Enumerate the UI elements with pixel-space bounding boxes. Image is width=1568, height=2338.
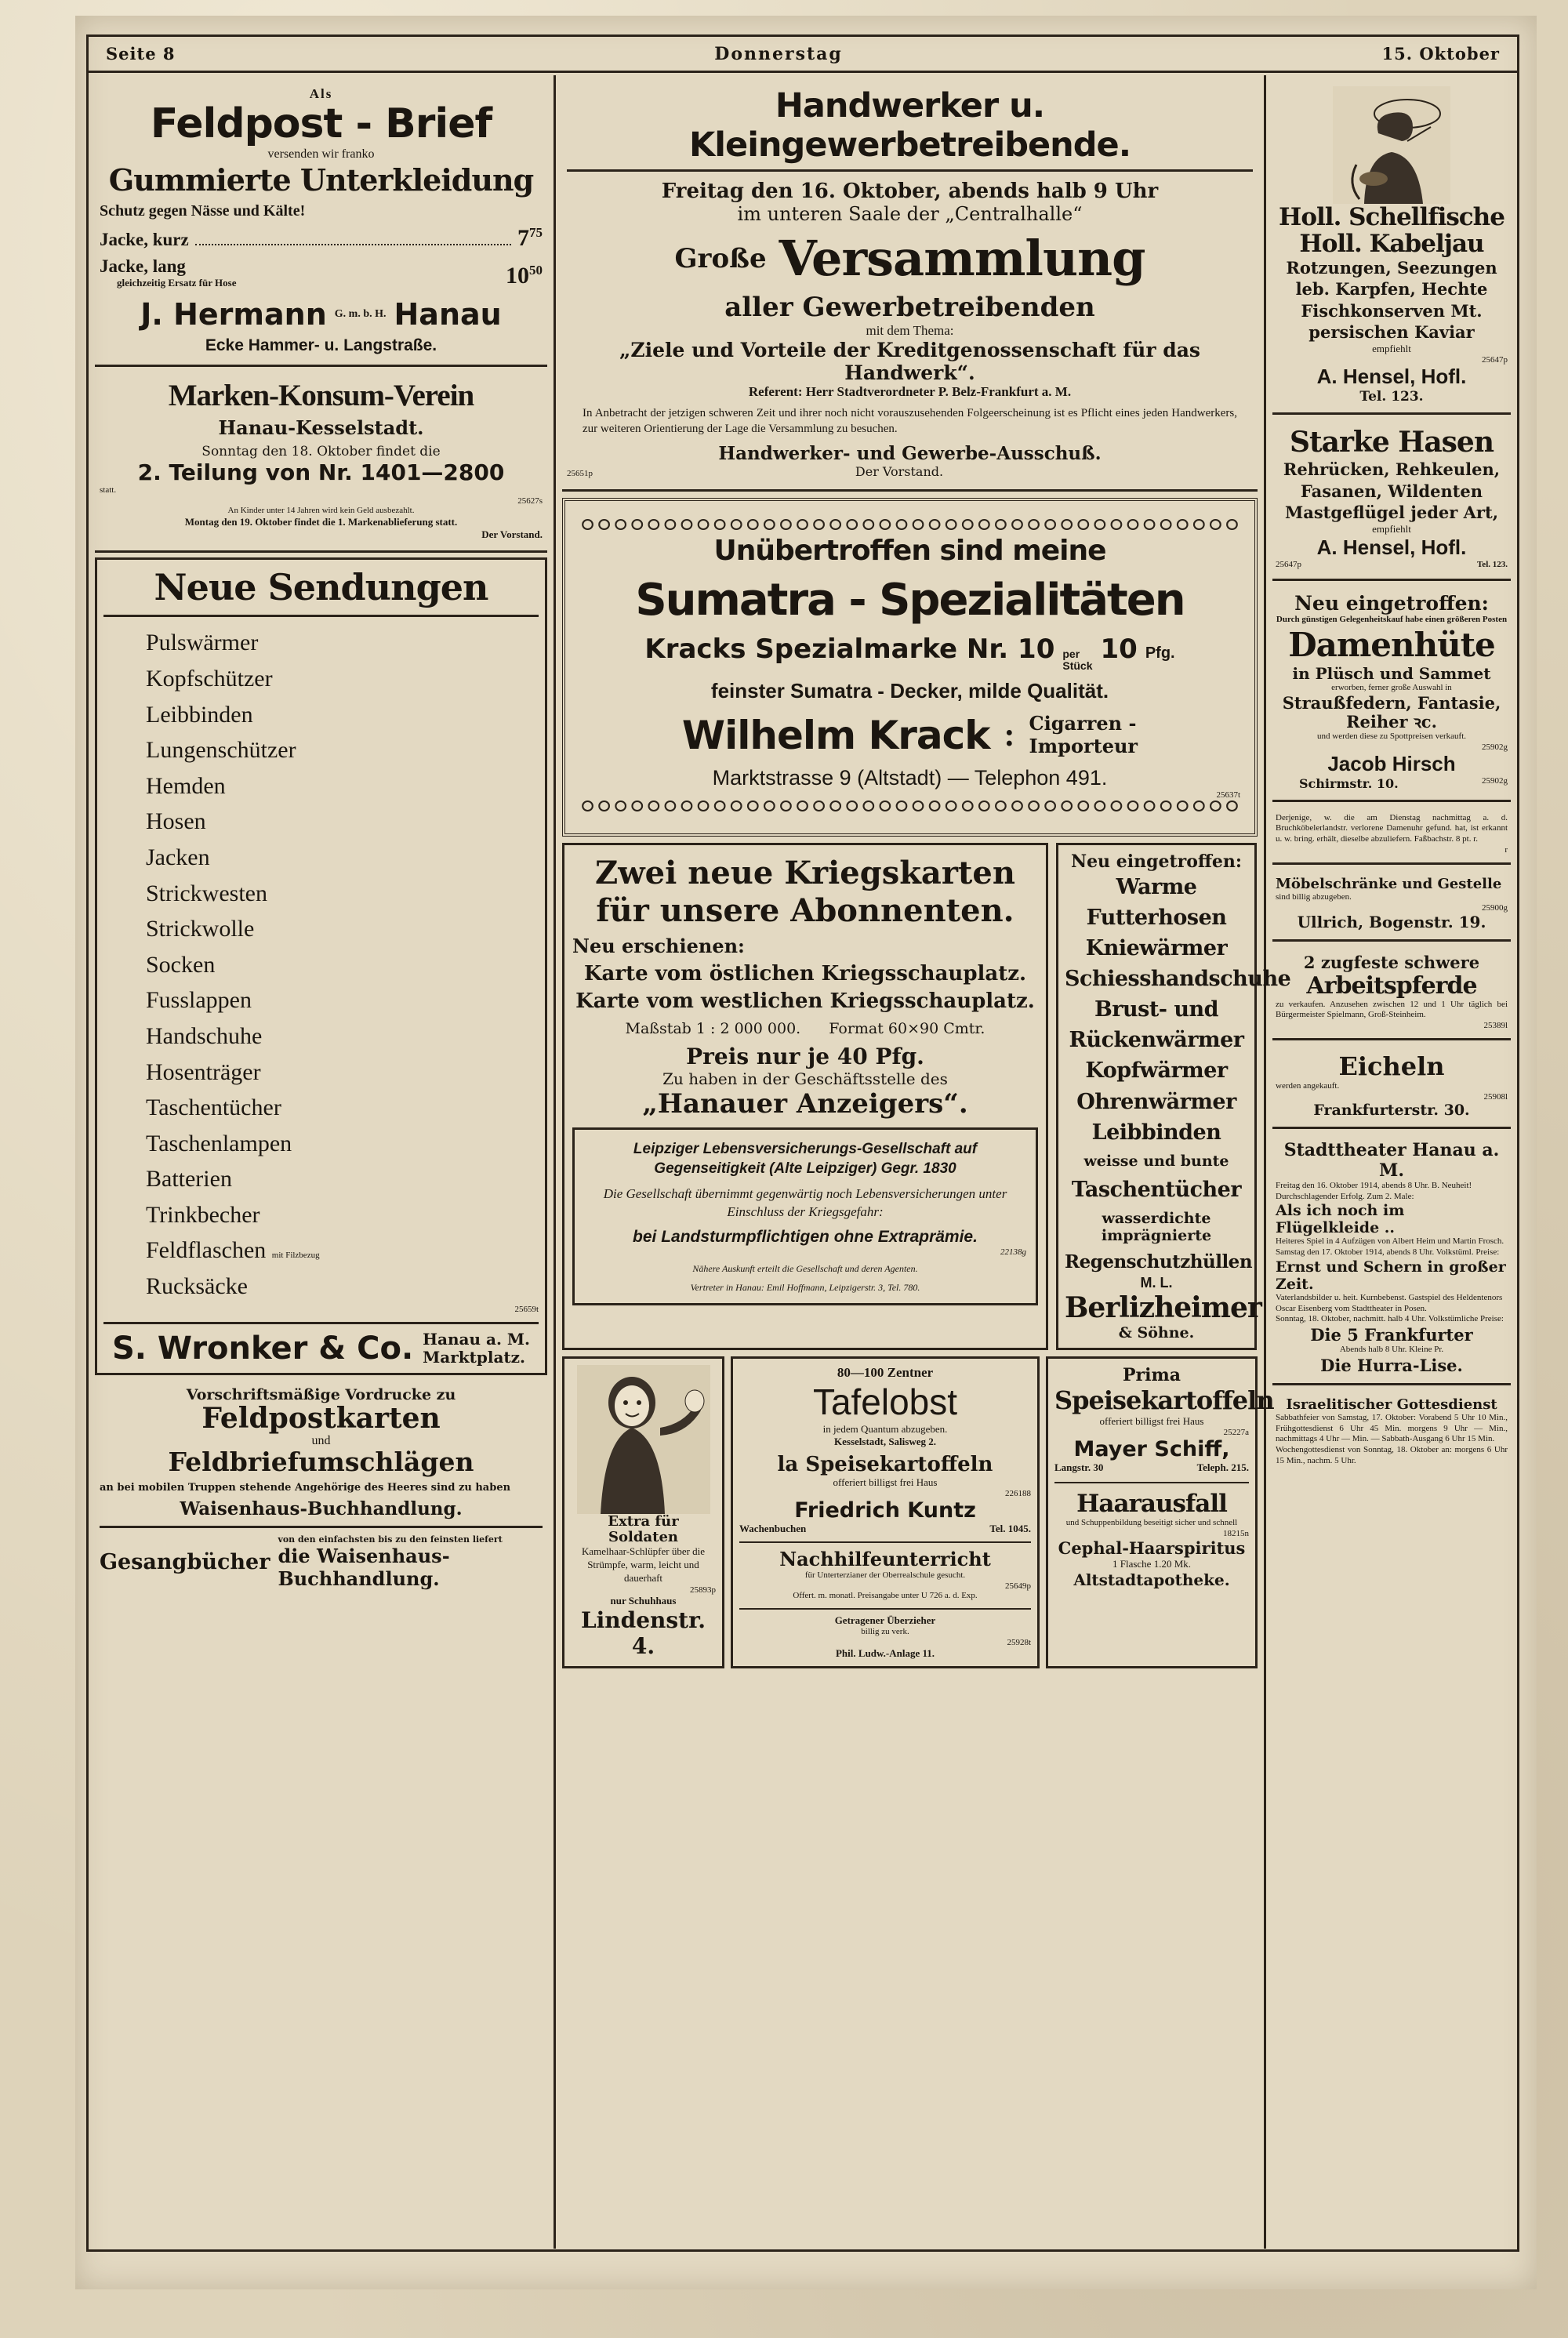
- kartoffeln-ref: 25227a: [1223, 1428, 1249, 1438]
- haarausfall-title: Haarausfall: [1054, 1482, 1249, 1518]
- kamel-extra: Extra für Soldaten: [608, 1513, 679, 1546]
- hensel-tel: Tel. 123.: [1359, 389, 1424, 405]
- kartoffeln-addr: Langstr. 30: [1054, 1461, 1104, 1474]
- kriegskarten-title1: Zwei neue Kriegskarten: [595, 854, 1015, 891]
- tafelobst-ref: 226188: [1005, 1489, 1031, 1499]
- ad-waisenhaus: [95, 1380, 547, 1600]
- item-jacke-lang: Jacke, lang: [100, 256, 186, 276]
- wronker-ref: 25659t: [514, 1304, 539, 1314]
- hermann-gmbh: G. m. b. H.: [334, 307, 387, 320]
- konsum-line5: Montag den 19. Oktober findet die 1. Markenablieferung statt.: [184, 516, 458, 528]
- ueberzieher-desc: billig zu verk.: [861, 1626, 909, 1636]
- hasen-empfiehlt: empfiehlt: [1372, 523, 1411, 535]
- ad-arbeitspferde: [1272, 946, 1511, 1041]
- theater-line: Sonntag, 18. Oktober, nachmitt. halb 4 Uhr. Volkstümliche Preise:: [1276, 1314, 1504, 1324]
- ad-hensel-fisch: [1272, 80, 1511, 415]
- gesangbuecher-shop: die Waisenhaus-Buchhandlung.: [278, 1545, 450, 1591]
- kriegskarten-neu: Neu erschienen:: [572, 934, 745, 957]
- hermann-address: Ecke Hammer- u. Langstraße.: [205, 336, 437, 354]
- price-jacke-lang: $10^{50}$: [506, 262, 543, 289]
- chain-border-icon-bottom: [579, 800, 1240, 812]
- hasen-ref: 25647p: [1276, 560, 1301, 570]
- list-item: Fusslappen: [146, 987, 252, 1014]
- list-item: Lungenschützer: [146, 737, 296, 764]
- tafelobst-title: Tafelobst: [812, 1381, 958, 1423]
- haarausfall-desc: und Schuppenbildung beseitigt sicher und schnell: [1065, 1518, 1238, 1528]
- column-right: [1266, 75, 1517, 2249]
- leipziger-title: Leipziger Lebensversicherungs-Gesellschaft auf Gegenseitigkeit (Alte Leipziger) Gegr. 1830: [633, 1140, 978, 1178]
- wronker-place: Marktplatz.: [423, 1347, 525, 1367]
- krack-sumatra: Sumatra - Spezialitäten: [635, 574, 1185, 626]
- ad-leipziger-lebensversicherung: [572, 1127, 1038, 1306]
- berlizheimer-item: Warme Futterhosen: [1086, 874, 1227, 930]
- advertiser-hermann: [100, 297, 543, 332]
- hensel-name: A. Hensel, Hofl.: [1316, 365, 1467, 389]
- leipziger-vertreter: Vertreter in Hanau: Emil Hoffmann, Leipzigerstr. 3, Tel. 780.: [690, 1281, 920, 1293]
- feldpost-unterkleidung: Unterkleidung: [299, 162, 534, 198]
- list-item: Feldflaschen mit Filzbezug: [146, 1237, 320, 1264]
- list-item: Trinkbecher: [146, 1201, 260, 1228]
- versammlung-place: im unteren Saale der „Centralhalle“: [737, 203, 1083, 225]
- ad-berlizheimer: [1056, 843, 1291, 1351]
- columns: [89, 75, 1517, 2249]
- nachhilfe-offer: Offert. m. monatl. Preisangabe unter U 726 a. d. Exp.: [793, 1591, 978, 1601]
- hasen-name: A. Hensel, Hofl.: [1316, 535, 1467, 560]
- pferde-sub: 2 zugfeste schwere: [1303, 952, 1480, 972]
- berlizheimer-item: Kopfwärmer: [1085, 1058, 1228, 1084]
- berlizheimer-sub4: Regenschutzhüllen: [1065, 1251, 1253, 1272]
- konsum-place: Hanau-Kesselstadt.: [218, 416, 424, 439]
- feldpost-schutz: Schutz gegen Nässe und Kälte!: [100, 201, 306, 220]
- list-item: Strickwolle: [146, 916, 255, 942]
- waisenhaus-und: und: [311, 1434, 331, 1448]
- kriegskarten-preis: Preis nur je 40 Pfg.: [686, 1043, 924, 1069]
- kartoffeln-tel: Teleph. 215.: [1196, 1461, 1249, 1474]
- krack-address: Marktstrasse 9 (Altstadt) — Telephon 491.: [712, 765, 1108, 790]
- uhr-text: Derjenige, w. die am Dienstag nachmittag a. d. Bruchköbelerlandstr. verlorene Damenuhr gefund. hat, ist erkannt u. w. bring. erhält, dieselbe abzuliefern. Faßbachstr. 8 pt. r.: [1276, 812, 1508, 844]
- eicheln-title: Eicheln: [1338, 1051, 1445, 1082]
- item-jacke-lang-note: gleichzeitig Ersatz für Hose: [117, 276, 237, 289]
- konsum-line4: An Kinder unter 14 Jahren wird kein Geld ausbezahlt.: [227, 505, 415, 515]
- kartoffeln-title: Speisekartoffeln: [1054, 1385, 1274, 1416]
- berlizheimer-item: Kniewärmer: [1085, 935, 1228, 960]
- versammlung-date: Freitag den 16. Oktober, abends halb 9 Uhr: [661, 180, 1159, 203]
- hirsch-sub: in Plüsch und Sammet: [1292, 663, 1491, 683]
- chain-border-icon: [579, 518, 1240, 531]
- krack-role1: Cigarren -: [1029, 711, 1137, 735]
- kartoffeln-offer: offeriert billigst frei Haus: [1099, 1415, 1204, 1428]
- waisenhaus-feldpostkarten: Feldpostkarten: [201, 1401, 441, 1435]
- ueberzieher-title: Getragener Überzieher: [739, 1608, 1031, 1627]
- hasen-title: Starke Hasen: [1290, 426, 1494, 459]
- krack-per: per: [1062, 647, 1080, 660]
- ad-tafelobst: [731, 1356, 1040, 1668]
- column-left: [89, 75, 556, 2249]
- ad-moebel: [1272, 869, 1511, 942]
- leipziger-note: Nähere Auskunft erteilt die Gesellschaft und deren Agenten.: [692, 1263, 918, 1275]
- list-item: Handschuhe: [146, 1022, 263, 1049]
- kamel-desc: Kamelhaar-Schlüpfer über die Strümpfe, warm, leicht und dauerhaft: [581, 1545, 706, 1584]
- kriegskarten-zuhaben: Zu haben in der Geschäftsstelle des: [662, 1069, 948, 1088]
- issue-date: 15. Oktober: [1381, 44, 1500, 64]
- konsum-line3: statt.: [100, 485, 117, 495]
- moebel-desc: sind billig abzugeben.: [1276, 891, 1352, 902]
- tafelobst-addr2: Wachenbuchen: [739, 1523, 807, 1535]
- theater-line: Freitag den 16. Oktober 1914, abends 8 Uhr. B. Neuheit! Durchschlagender Erfolg. Zum 2. Male:: [1276, 1180, 1472, 1201]
- tafelobst-kartoffeln: la Speisekartoffeln: [777, 1453, 993, 1477]
- leipziger-highlight: bei Landsturmpflichtigen ohne Extraprämie.: [633, 1227, 978, 1246]
- leipziger-ref: 22138g: [1000, 1247, 1026, 1258]
- waisenhaus-line1: Vorschriftsmäßige Vordrucke zu: [186, 1385, 456, 1403]
- uhr-ref: r: [1504, 844, 1508, 855]
- ad-versammlung: [562, 80, 1258, 492]
- list-item: Batterien: [146, 1166, 232, 1193]
- haarausfall-product: Cephal-Haarspiritus: [1058, 1538, 1246, 1559]
- krack-pfg: Pfg.: [1145, 644, 1175, 662]
- center-bottom-ads: [562, 1356, 1274, 1668]
- tafelobst-desc: in jedem Quantum abzugeben.: [822, 1423, 948, 1436]
- versammlung-thema: „Ziele und Vorteile der Kreditgenossenschaft für das Handwerk“.: [619, 339, 1200, 384]
- theater-play-2: Ernst und Schern in großer Zeit.: [1276, 1258, 1506, 1293]
- krack-marke: Kracks Spezialmarke Nr. 10: [644, 633, 1055, 665]
- ad-feldpost-brief: [95, 80, 547, 367]
- fisherman-illustration-icon: [1333, 86, 1450, 204]
- versammlung-title: Handwerker u. Kleingewerbetreibende.: [567, 86, 1253, 172]
- kamel-address: Lindenstr. 4.: [580, 1606, 706, 1659]
- kriegskarten-format: Format 60×90 Cmtr.: [829, 1019, 985, 1037]
- hermann-name: J. Hermann: [140, 296, 327, 332]
- ad-jacob-hirsch: [1272, 586, 1511, 802]
- ad-stadttheater: [1272, 1134, 1511, 1385]
- versammlung-aller: aller Gewerbetreibenden: [724, 292, 1095, 323]
- list-item: Leibbinden: [146, 701, 253, 728]
- berlizheimer-item: Brust- und: [1094, 997, 1219, 1022]
- ad-speisekartoffeln: [1046, 1356, 1274, 1668]
- haarausfall-price: 1 Flasche 1.20 Mk.: [1112, 1558, 1192, 1570]
- hermann-city: Hanau: [394, 296, 502, 332]
- list-item: Rucksäcke: [146, 1273, 248, 1300]
- pferde-ref: 25389l: [1483, 1021, 1508, 1031]
- tafelobst-name: Friedrich Kuntz: [794, 1498, 976, 1523]
- price-row-jacke-lang: [100, 256, 543, 289]
- theater-play-3: Die 5 Frankfurter: [1310, 1325, 1473, 1345]
- eicheln-addr: Frankfurterstr. 30.: [1313, 1101, 1470, 1119]
- pferde-title: Arbeitspferde: [1306, 971, 1477, 1000]
- ad-marken-konsum-verein: [95, 372, 547, 554]
- hirsch-erworben: erworben, ferner große Auswahl in: [1331, 682, 1452, 692]
- hirsch-durch: Durch günstigen Gelegenheitskauf habe einen größeren Posten: [1276, 615, 1508, 625]
- ad-wronker: [95, 557, 547, 1374]
- feldpost-franko: versenden wir franko: [267, 147, 375, 161]
- wronker-signature: [103, 1322, 539, 1367]
- list-item: Taschenlampen: [146, 1130, 292, 1156]
- versammlung-referent: Referent: Herr Stadtverordneter P. Belz-Frankfurt a. M.: [748, 384, 1072, 399]
- berlizheimer-sub3: wasserdichte imprägnierte: [1101, 1209, 1212, 1244]
- center-lower-row: [562, 843, 1291, 1351]
- nachhilfe-ref: 25649p: [1005, 1581, 1031, 1592]
- krack-name-row: [579, 713, 1240, 758]
- theater-line: Vaterlandsbilder u. heit. Kurnbebenst. Gastspiel des Heldentenors Oscar Eisenberg vom Stadttheater in Posen.: [1276, 1292, 1503, 1313]
- versammlung-body: In Anbetracht der jetzigen schweren Zeit und ihrer noch nicht vorauszusehenden Folgeerscheinung ist es Pflicht eines jeden Handwerkers, zur weiteren Orientierung der Lage die Versammlung zu besuchen.: [583, 407, 1237, 435]
- list-item: Kopfschützer: [146, 665, 273, 692]
- theater-play-1: Als ich noch im Flügelkleide ..: [1276, 1202, 1405, 1237]
- gesangbuecher-title: Gesangbücher: [100, 1549, 270, 1574]
- hensel-empfiehlt: empfiehlt: [1372, 343, 1411, 355]
- hirsch-neu: Neu eingetroffen:: [1294, 592, 1489, 615]
- gesangbuecher-line: von den einfachsten bis zu den feinsten liefert: [278, 1534, 503, 1545]
- theater-play-4: Die Hurra-Lise.: [1320, 1355, 1463, 1375]
- item-jacke-kurz: Jacke, kurz: [100, 229, 189, 249]
- ad-kriegskarten: [562, 843, 1048, 1351]
- konsum-line2: 2. Teilung von Nr. 1401—2800: [137, 459, 505, 485]
- moebel-title: Möbelschränke und Gestelle: [1276, 875, 1502, 892]
- theater-title: Stadttheater Hanau a. M.: [1283, 1139, 1500, 1181]
- ad-kamelhaar: [562, 1356, 724, 1668]
- waisenhaus-shop: Waisenhaus-Buchhandlung.: [180, 1498, 463, 1519]
- ad-hensel-wild: [1272, 419, 1511, 581]
- krack-preis: 10: [1100, 633, 1138, 665]
- woman-illustration-icon: [577, 1365, 710, 1514]
- berlizheimer-sub2: Taschentücher: [1071, 1177, 1242, 1202]
- haarausfall-shop: Altstadtapotheke.: [1073, 1570, 1230, 1590]
- krack-unuebertroffen: Unübertroffen sind meine: [713, 534, 1106, 567]
- colon-separator: :: [1004, 717, 1015, 753]
- eicheln-ref: 25908l: [1483, 1091, 1508, 1102]
- hirsch-ref2: 25902g: [1482, 775, 1508, 786]
- weekday: Donnerstag: [714, 43, 843, 64]
- berlizheimer-sub1: weisse und bunte: [1083, 1152, 1229, 1170]
- versammlung-grosse: Große: [674, 242, 767, 274]
- konsum-line1: Sonntag den 18. Oktober findet die: [201, 443, 441, 459]
- kartoffeln-prima: Prima: [1122, 1365, 1181, 1386]
- pferde-desc: zu verkaufen. Anzusehen zwischen 12 und 1 Uhr täglich bei Bürgermeister Spielmann, Groß-Steinheim.: [1276, 999, 1508, 1020]
- krack-ref: 25637t: [1216, 790, 1240, 800]
- feldflaschen-note: mit Filzbezug: [271, 1251, 320, 1261]
- dot-leader: [195, 244, 511, 245]
- hirsch-damenhuete: Damenhüte: [1288, 625, 1495, 664]
- hensel-items: Rotzungen, Seezungen leb. Karpfen, Hechte Fischkonserven Mt. persischen Kaviar: [1286, 258, 1497, 343]
- kriegskarten-title2: für unsere Abonnenten.: [596, 891, 1014, 929]
- kriegskarten-anzeiger: „Hanauer Anzeigers“.: [642, 1087, 968, 1120]
- theater-line: Abends halb 8 Uhr. Kleine Pr.: [1339, 1345, 1444, 1355]
- price-jacke-kurz: $7^{75}$: [517, 224, 543, 251]
- berlizheimer-name: Berlizheimer: [1065, 1291, 1261, 1325]
- wronker-city: Hanau a. M.: [423, 1329, 531, 1349]
- versammlung-word: Versammlung: [779, 230, 1145, 287]
- theater-line: Heiteres Spiel in 4 Aufzügen von Albert Heim und Martin Frosch.: [1276, 1236, 1504, 1247]
- versammlung-ref: 25651p: [567, 469, 593, 478]
- hirsch-name: Jacob Hirsch: [1327, 751, 1456, 775]
- kriegskarten-massstab: Maßstab 1 : 2 000 000.: [625, 1019, 801, 1037]
- price-row-jacke-kurz: [100, 225, 543, 252]
- hasen-tel: Tel. 123.: [1476, 560, 1508, 570]
- berlizheimer-item: Rückenwärmer: [1069, 1028, 1244, 1053]
- israel-line: Sabbathfeier von Samstag, 17. Oktober: Vorabend 5 Uhr 10 Min., Frühgottesdienst 6 Uhr 45 Min. morgens 9 Uhr — Min., nachmittags 4 Uhr — Min. — Sabbath-Ausgang 6 Uhr 15 Min.: [1276, 1412, 1508, 1444]
- masthead: [89, 37, 1517, 73]
- hirsch-federn: Straußfedern, Fantasie, Reiher ꝛc.: [1282, 692, 1501, 732]
- page-number: Seite 8: [106, 44, 176, 64]
- berlizheimer-item: Ohrenwärmer: [1076, 1089, 1236, 1114]
- konsum-ref: 25627s: [517, 496, 543, 506]
- list-item: Socken: [146, 951, 216, 978]
- wronker-goods-list: [103, 625, 539, 1304]
- tafelobst-offer: offeriert billigst frei Haus: [833, 1476, 938, 1489]
- ueberzieher-ref: 25928t: [1007, 1637, 1031, 1647]
- wronker-title: Neue Sendungen: [103, 566, 539, 617]
- list-item: Taschentücher: [146, 1095, 281, 1121]
- konsum-sign: Der Vorstand.: [481, 528, 543, 541]
- krack-stueck: Stück: [1062, 659, 1093, 673]
- feldpost-gummierte: Gummierte: [108, 162, 291, 198]
- nachhilfe-desc: für Unterterzianer der Oberrealschule gesucht.: [804, 1570, 966, 1581]
- theater-line: Samstag den 17. Oktober 1914, abends 8 Uhr. Volkstüml. Preise:: [1276, 1247, 1500, 1258]
- israel-title: Israelitischer Gottesdienst: [1286, 1396, 1497, 1413]
- versammlung-thema-label: mit dem Thema:: [866, 323, 954, 338]
- tafelobst-addr: Kesselstadt, Salisweg 2.: [834, 1436, 936, 1448]
- berlizheimer-neu: Neu eingetroffen:: [1070, 851, 1243, 872]
- kartoffeln-name: Mayer Schiff,: [1073, 1437, 1230, 1462]
- ueberzieher-addr: Phil. Ludw.-Anlage 11.: [835, 1646, 935, 1659]
- moebel-ref: 25900g: [1482, 902, 1508, 913]
- krack-name: Wilhelm Krack: [681, 712, 990, 758]
- krack-feinster: feinster Sumatra - Decker, milde Qualität.: [710, 678, 1109, 702]
- feldpost-title: Feldpost - Brief: [150, 100, 492, 147]
- leipziger-body: Die Gesellschaft übernimmt gegenwärtig noch Lebensversicherungen unter Einschluss der Kriegsgefahr:: [603, 1186, 1007, 1219]
- tafelobst-menge: 80—100 Zentner: [837, 1365, 934, 1381]
- krack-marke-row: [579, 634, 1240, 673]
- versammlung-ausschuss: Handwerker- und Gewerbe-Ausschuß.: [718, 443, 1102, 464]
- konsum-title: Marken-Konsum-Verein: [168, 378, 474, 412]
- hirsch-addr: Schirmstr. 10.: [1299, 775, 1399, 791]
- hensel-schellfische: Holl. Schellfische: [1279, 203, 1504, 231]
- berlizheimer-item: Leibbinden: [1091, 1120, 1221, 1145]
- tafelobst-tel: Tel. 1045.: [989, 1523, 1031, 1535]
- wronker-firm: S. Wronker & Co.: [111, 1330, 414, 1367]
- hensel-ref: 25647p: [1482, 355, 1508, 365]
- kriegskarten-karte-west: Karte vom westlichen Kriegsschauplatz.: [575, 989, 1035, 1013]
- versammlung-headline: [567, 230, 1253, 287]
- list-item: Pulswärmer: [146, 630, 259, 656]
- waisenhaus-line2: an bei mobilen Truppen stehende Angehörige des Heeres sind zu haben: [100, 1481, 511, 1494]
- nachhilfe-title: Nachhilfeunterricht: [739, 1541, 1031, 1570]
- hensel-kabeljau: Holl. Kabeljau: [1299, 230, 1484, 259]
- berlizheimer-ml: M. L.: [1140, 1275, 1173, 1291]
- berlizheimer-item: Schiesshandschuhe: [1065, 966, 1291, 991]
- berlizheimer-soehne: & Söhne.: [1118, 1324, 1195, 1342]
- waisenhaus-feldbriefumschlaegen: Feldbriefumschlägen: [168, 1447, 474, 1478]
- feldpost-als: Als: [309, 86, 333, 101]
- list-item: Strickwesten: [146, 880, 267, 906]
- ad-wilhelm-krack: [562, 498, 1258, 837]
- list-item: Hemden: [146, 772, 226, 799]
- hasen-items: Rehrücken, Rehkeulen, Fasanen, Wildenten Mastgeflügel jeder Art,: [1283, 459, 1501, 522]
- ad-verlorene-uhr: [1272, 807, 1511, 865]
- krack-role2: Importeur: [1029, 734, 1138, 757]
- eicheln-desc: werden angekauft.: [1276, 1081, 1340, 1091]
- israel-line: Wochengottesdienst von Sonntag, 18. Oktober an: morgens 6 Uhr 15 Min., nachm. 5 Uhr.: [1276, 1445, 1508, 1465]
- hirsch-ref: 25902g: [1482, 742, 1508, 752]
- kriegskarten-karte-ost: Karte vom östlichen Kriegsschauplatz.: [583, 961, 1027, 986]
- list-item: Hosen: [146, 808, 206, 835]
- kamel-nur: nur Schuhhaus: [610, 1594, 677, 1606]
- list-item: Hosenträger: [146, 1058, 261, 1085]
- ad-israelitischer-gottesdienst: [1272, 1390, 1511, 1475]
- versammlung-vorstand: Der Vorstand.: [855, 464, 944, 479]
- hirsch-verkauft: und werden diese zu Spottpreisen verkauft.: [1317, 731, 1466, 741]
- haarausfall-ref: 18215n: [1223, 1529, 1249, 1539]
- ad-gesangbuecher: [100, 1526, 543, 1591]
- ad-eicheln: [1272, 1045, 1511, 1129]
- moebel-name: Ullrich, Bogenstr. 19.: [1297, 912, 1486, 931]
- kamel-ref: 25893p: [690, 1585, 717, 1595]
- list-item: Jacken: [146, 844, 210, 870]
